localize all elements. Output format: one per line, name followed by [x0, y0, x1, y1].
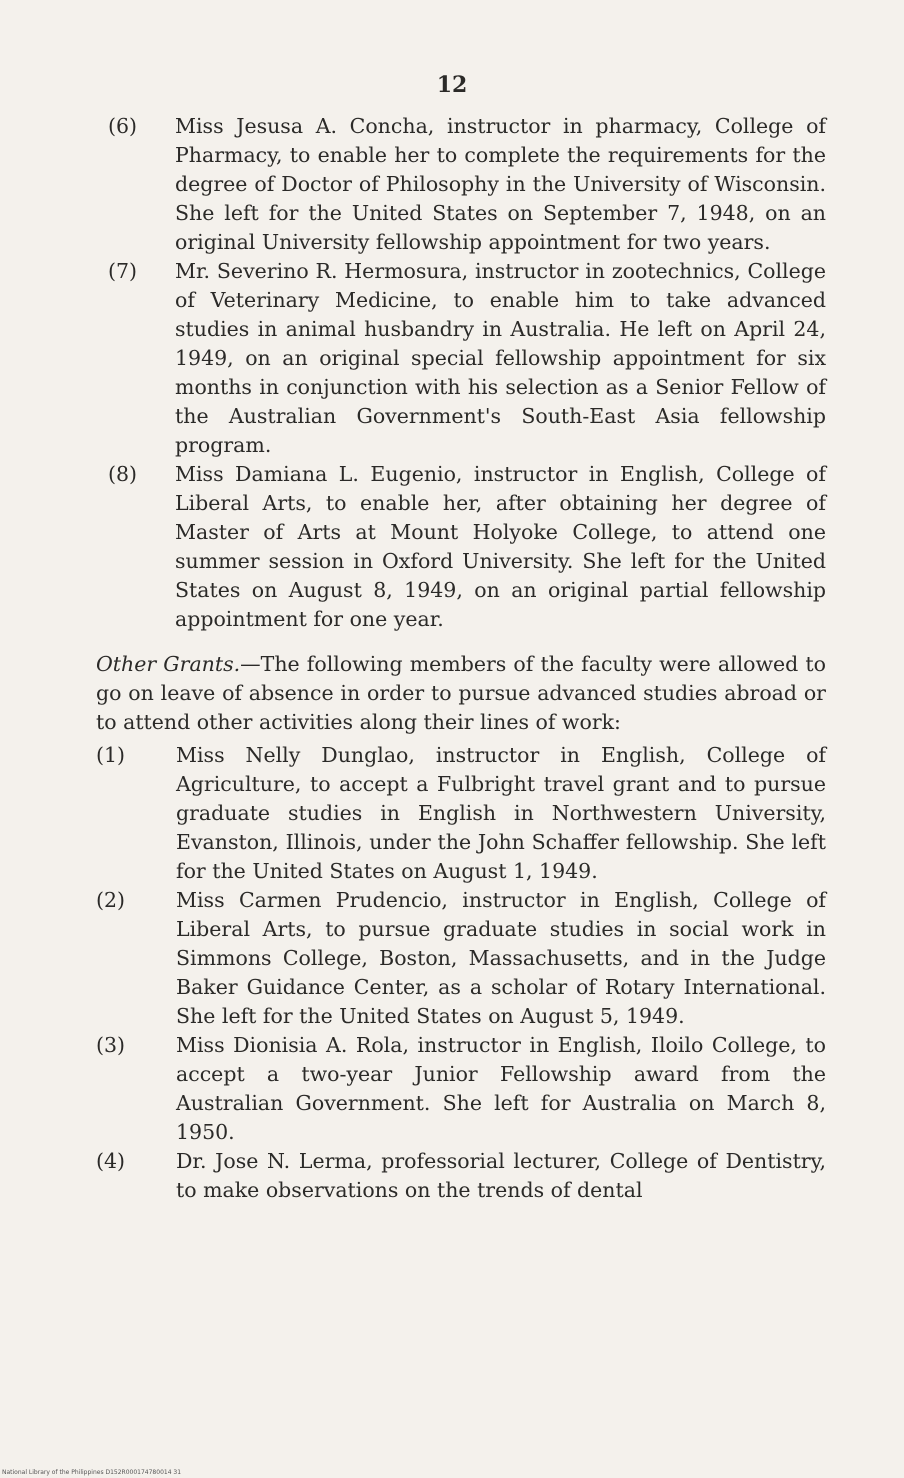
item-text: Miss Dionisia A. Rola, instructor in English, Iloilo College, to accept a two-year Junior Fellowship award from the Australian Government. She left for Australia on March 8, 1950. [176, 1033, 826, 1144]
list-item [96, 741, 826, 886]
item-number: (3) [96, 1033, 126, 1057]
other-grants-paragraph [96, 650, 826, 737]
other-grants-list [96, 741, 826, 1205]
item-number: (1) [96, 743, 126, 767]
list-item [96, 112, 826, 257]
item-text: Dr. Jose N. Lerma, professorial lecturer, College of Dentistry, to make observations on the trends of dental [176, 1149, 826, 1202]
item-text: Miss Carmen Prudencio, instructor in English, College of Liberal Arts, to pursue graduate studies in social work in Simmons College, Boston, Massachusetts, and in the Judge Baker Guidance Center, as a scholar of Rotary International. She left for the United States on August 5, 1949. [176, 888, 826, 1028]
list-item [96, 1147, 826, 1205]
item-number: (7) [108, 259, 138, 283]
page-body [96, 112, 826, 1205]
item-text: Mr. Severino R. Hermosura, instructor in zootechnics, College of Veterinary Medicine, to enable him to take advanced studies in animal husbandry in Australia. He left on April 24, 1949, on an original special fellowship appointment for six months in conjunction with his selection as a Senior Fellow of the Australian Government's South-East Asia fellowship program. [175, 259, 826, 457]
item-text: Miss Damiana L. Eugenio, instructor in English, College of Liberal Arts, to enable her, after obtaining her degree of Master of Arts at Mount Holyoke College, to attend one summer session in Oxford University. She left for the United States on August 8, 1949, on an original partial fellowship appointment for one year. [175, 462, 826, 631]
fellowship-list [96, 112, 826, 634]
list-item [96, 460, 826, 634]
item-number: (6) [108, 114, 138, 138]
other-grants-text: —The following members of the faculty were allowed to go on leave of absence in order to pursue advanced studies abroad or to attend other activities along their lines of work: [96, 652, 826, 734]
list-item [96, 257, 826, 460]
footer-note: National Library of the Philippines D152R000174780014 31 [2, 1469, 182, 1476]
item-number: (2) [96, 888, 126, 912]
item-number: (4) [96, 1149, 126, 1173]
list-item [96, 886, 826, 1031]
item-text: Miss Jesusa A. Concha, instructor in pharmacy, College of Pharmacy, to enable her to complete the requirements for the degree of Doctor of Philosophy in the University of Wisconsin. She left for the United States on September 7, 1948, on an original University fellowship appointment for two years. [175, 114, 826, 254]
other-grants-heading: Other Grants. [96, 652, 241, 676]
page-number: 12 [436, 72, 468, 98]
item-number: (8) [108, 462, 138, 486]
list-item [96, 1031, 826, 1147]
item-text: Miss Nelly Dunglao, instructor in English, College of Agriculture, to accept a Fulbright travel grant and to pursue graduate studies in English in Northwestern University, Evanston, Illinois, under the John Schaffer fellowship. She left for the United States on August 1, 1949. [176, 743, 826, 883]
